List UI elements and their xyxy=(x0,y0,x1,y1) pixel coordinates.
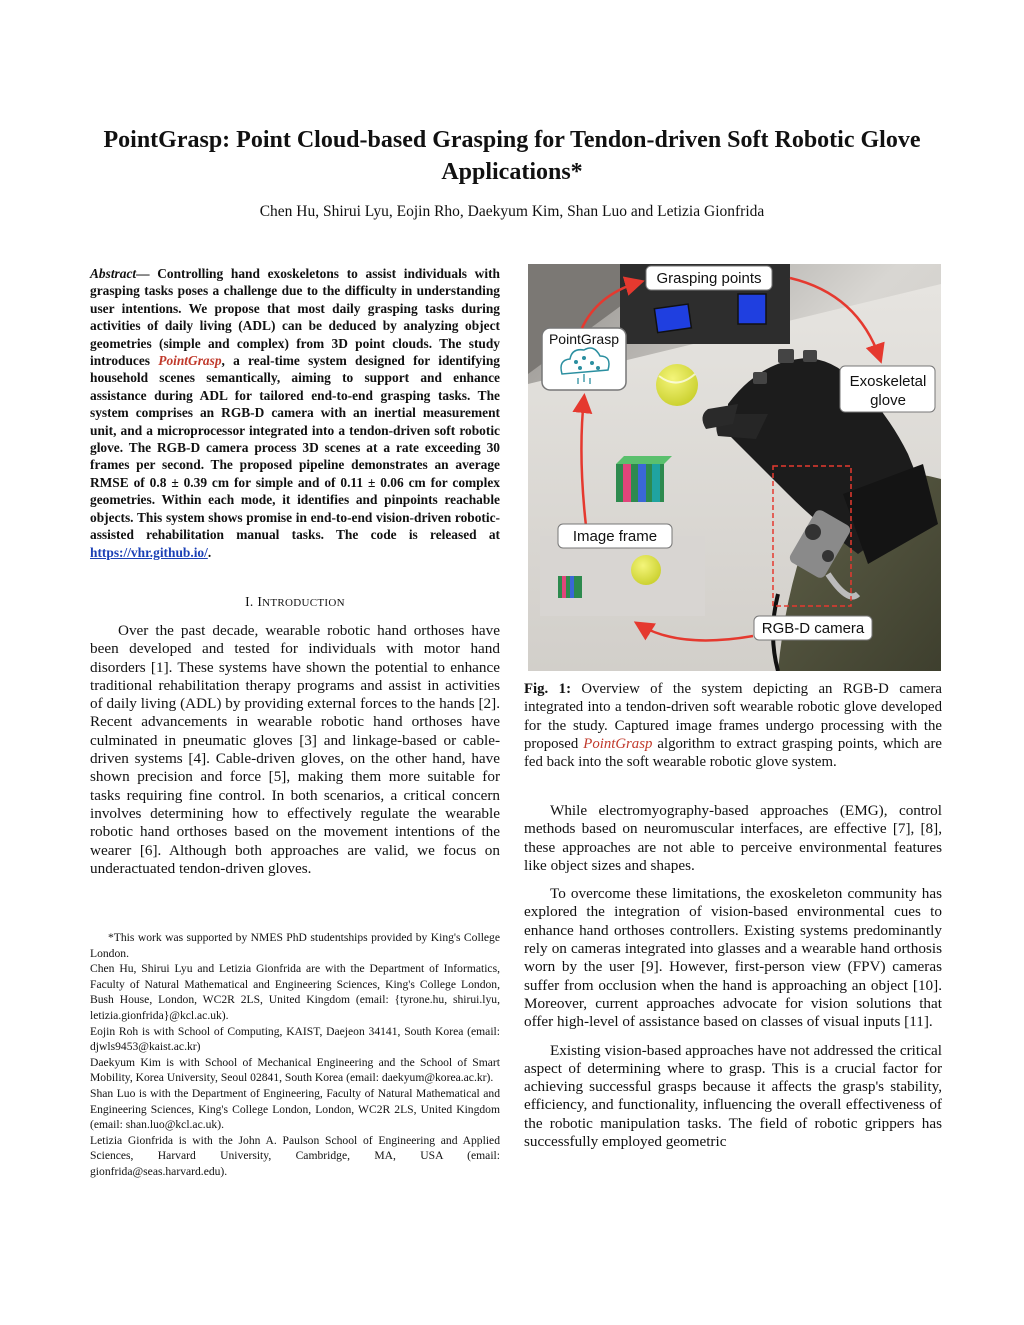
intro-paragraph: Over the past decade, wearable robotic hand orthoses have been developed and tested for individuals with motor hand disorders [1]. These systems have shown the potential to enhance traditional rehabilitation therapy programs and assist in activities of daily living (ADL) by providing external forces to the hands [2]. Recent advancements in wearable robotic hand orthoses have culminated in pneumatic gloves [3] and linkage-based or cable-driven systems [4]. Cable-driven gloves, on the other hand, have shown precision and force [5], making them more suitable for tasks requiring fine control. In both scenarios, a critical concern involves determining how to effectively regulate the wearable robotic hand orthoses based on the movement intentions of the wearer [6]. Although both approaches are valid, we focus on underactuated tendon-driven gloves. xyxy=(90,622,500,877)
body-paragraph: Existing vision-based approaches have not addressed the critical aspect of determining where to grasp. This is a crucial factor for achieving successful grasps because it affects the grasp's stability, efficiency, and functionality, influencing the overall effectiveness of the robotic manipulation tasks. The field of robotic grippers has successfully employed geometric xyxy=(524,1041,942,1151)
abstract xyxy=(90,265,500,561)
footnote-funding: *This work was supported by NMES PhD studentships provided by King's College London. xyxy=(90,931,500,960)
grasp-box-2 xyxy=(738,294,766,324)
author-list: Chen Hu, Shirui Lyu, Eojin Rho, Daekyum Kim, Shan Luo and Letizia Gionfrida xyxy=(259,203,765,220)
caption-pointgrasp: PointGrasp xyxy=(583,735,653,752)
introduction-body xyxy=(90,622,500,878)
footnote-affiliation: Daekyum Kim is with School of Mechanical Engineering and the School of Smart Mobility, Korea University, Seoul 02841, South Korea (email: daekyum@korea.ac.kr). xyxy=(90,1055,500,1085)
abstract-pointgrasp: PointGrasp xyxy=(158,353,222,369)
footnotes xyxy=(90,930,500,1180)
caption-text-2: algorithm to extract grasping points, which are fed back into the soft wearable robotic glove system. xyxy=(524,735,942,771)
abstract-text-2: , a real-time system designed for identifying household scenes semantically, aiming to support and enhance assistance during ADL for tailored end-to-end grasping tasks. The system comprises an RGB-D camera with an inertial measurement unit, and a microprocessor integrated into a tendon-driven soft robotic glove. The RGB-D camera process 3D scenes at a rate exceeding 30 frames per second. The proposed pipeline demonstrates an average RMSE of 0.8 ± 0.39 cm for simple and of 0.11 ± 0.06 cm for complex geometries. Within each mode, it identifies and pinpoints reachable objects. This system shows promise in end-to-end vision-driven robotic-assisted rehabilitation manual tasks. The code is released at xyxy=(90,353,500,543)
section-heading-introduction xyxy=(90,594,500,610)
section-number: I. xyxy=(245,594,254,609)
abstract-text-1: Controlling hand exoskeletons to assist individuals with grasping tasks poses a challenge due to the difficulty in understanding user intentions. We propose that most daily grasping tasks during activities of daily living (ADL) can be deduced by analyzing object geometries (simple and complex) from 3D point clouds. The study introduces xyxy=(90,266,500,369)
body-paragraph: While electromyography-based approaches (EMG), control methods based on neuromuscular interfaces, are effective [7], [8], these approaches are not able to perceive environmental features like object sizes and shapes. xyxy=(524,802,942,874)
caption-text-1: Overview of the system depicting an RGB-D camera integrated into a tendon-driven soft wearable robotic glove developed for the study. Captured image frames undergo processing with the proposed xyxy=(524,681,942,752)
section-title-first: I xyxy=(257,594,263,609)
label-exoskeletal: Exoskeletal xyxy=(849,373,927,390)
footnote-affiliation: Chen Hu, Shirui Lyu and Letizia Gionfrida are with the Department of Informatics, Faculty of Natural Mathematical and Engineering Sciences, King's College London, Bush House, London, WC2R 2LS, United Kingdom (email: {tyrone.hu, shirui.lyu, letizia.gionfrida}@kcl.ac.uk). xyxy=(90,962,500,1022)
label-rgbd-camera: RGB-D camera xyxy=(761,620,865,637)
right-column-body xyxy=(524,802,942,1161)
grasp-box-1 xyxy=(654,304,691,332)
caption-label: Fig. 1: xyxy=(524,681,571,697)
footnote-affiliation: Shan Luo is with the Department of Engineering, Faculty of Natural Mathematical and Engineering Sciences, King's College London, London, WC2R 2LS, United Kingdom (email: shan.luo@kcl.ac.uk). xyxy=(90,1086,500,1132)
colored-block xyxy=(616,456,672,502)
code-link[interactable]: https://vhr.github.io/ xyxy=(90,544,208,560)
footnote-affiliation: Letizia Gionfrida is with the John A. Paulson School of Engineering and Applied Sciences, Harvard University, Cambridge, MA, USA (email: gionfrida@seas.harvard.edu). xyxy=(90,1133,500,1178)
label-glove: glove xyxy=(870,392,906,409)
label-pointgrasp: PointGrasp xyxy=(548,331,620,347)
tennis-ball xyxy=(656,364,698,406)
paper-title: PointGrasp: Point Cloud-based Grasping for Tendon-driven Soft Robotic Glove Applications* xyxy=(103,127,921,185)
abstract-dash: — xyxy=(136,266,158,281)
section-title-rest: NTRODUCTION xyxy=(262,597,345,609)
abstract-lead: Abstract xyxy=(90,266,137,281)
figure-1 xyxy=(528,264,941,671)
figure-illustration xyxy=(528,264,941,671)
footnote-affiliation: Eojin Roh is with School of Computing, KAIST, Daejeon 34141, South Korea (email: djwls9453@kaist.ac.kr) xyxy=(90,1024,500,1054)
figure-caption xyxy=(524,680,942,771)
label-grasping-points: Grasping points xyxy=(656,270,762,287)
abstract-end: . xyxy=(207,544,212,560)
body-paragraph: To overcome these limitations, the exoskeleton community has explored the integration of vision-based environmental cues to enhance hand orthoses controllers. Existing systems predominantly rely on cameras integrated into glasses and a wearable hand orthosis worn by the user [9]. However, first-person view (FPV) cameras suffer from occlusion when the hand is approaching an object [10]. Moreover, current approaches advocate for vision solutions that offer high-level of assistance based on classes of visual inputs [11]. xyxy=(524,885,942,1031)
label-image-frame: Image frame xyxy=(572,528,658,545)
